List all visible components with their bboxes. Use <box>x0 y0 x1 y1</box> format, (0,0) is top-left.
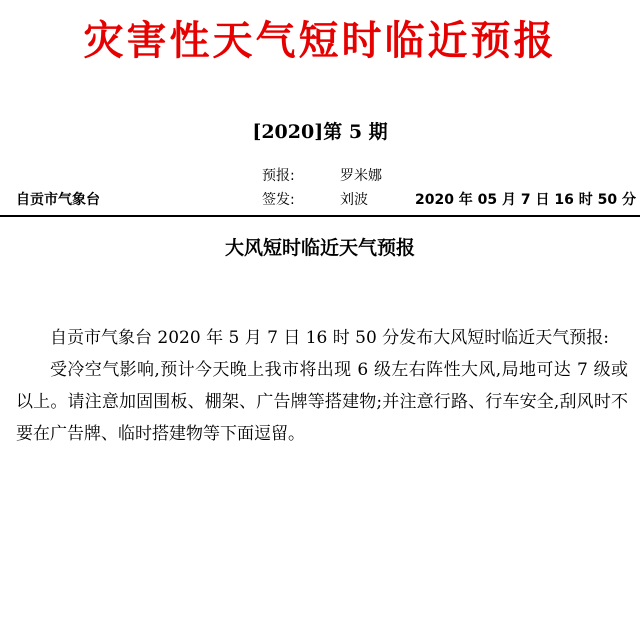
document-body <box>16 322 628 450</box>
body-paragraph: 自贡市气象台 2020 年 5 月 7 日 16 时 50 分发布大风短时临近天气预报: <box>50 328 609 348</box>
document-headline: 大风短时临近天气预报 <box>224 237 415 259</box>
masthead-title: 灾害性天气短时临近预报 <box>83 18 557 64</box>
issuing-agency: 自贡市气象台 <box>16 192 100 208</box>
forecaster-label: 预报: <box>262 168 295 184</box>
forecaster-name: 罗米娜 <box>340 168 382 184</box>
signer-label: 签发: <box>262 192 295 208</box>
header-divider <box>0 215 640 217</box>
signer-name: 刘波 <box>340 192 368 208</box>
issue-number: [2020]第 5 期 <box>252 121 388 143</box>
issue-datetime: 2020 年 05 月 7 日 16 时 50 分 <box>414 192 636 208</box>
body-paragraph: 受冷空气影响,预计今天晚上我市将出现 6 级左右阵性大风,局地可达 7 级或以上。请注意加固围板、棚架、广告牌等搭建物;并注意行路、行车安全,刮风时不要在广告牌、临时搭建物等下面逗留。 <box>16 360 628 444</box>
